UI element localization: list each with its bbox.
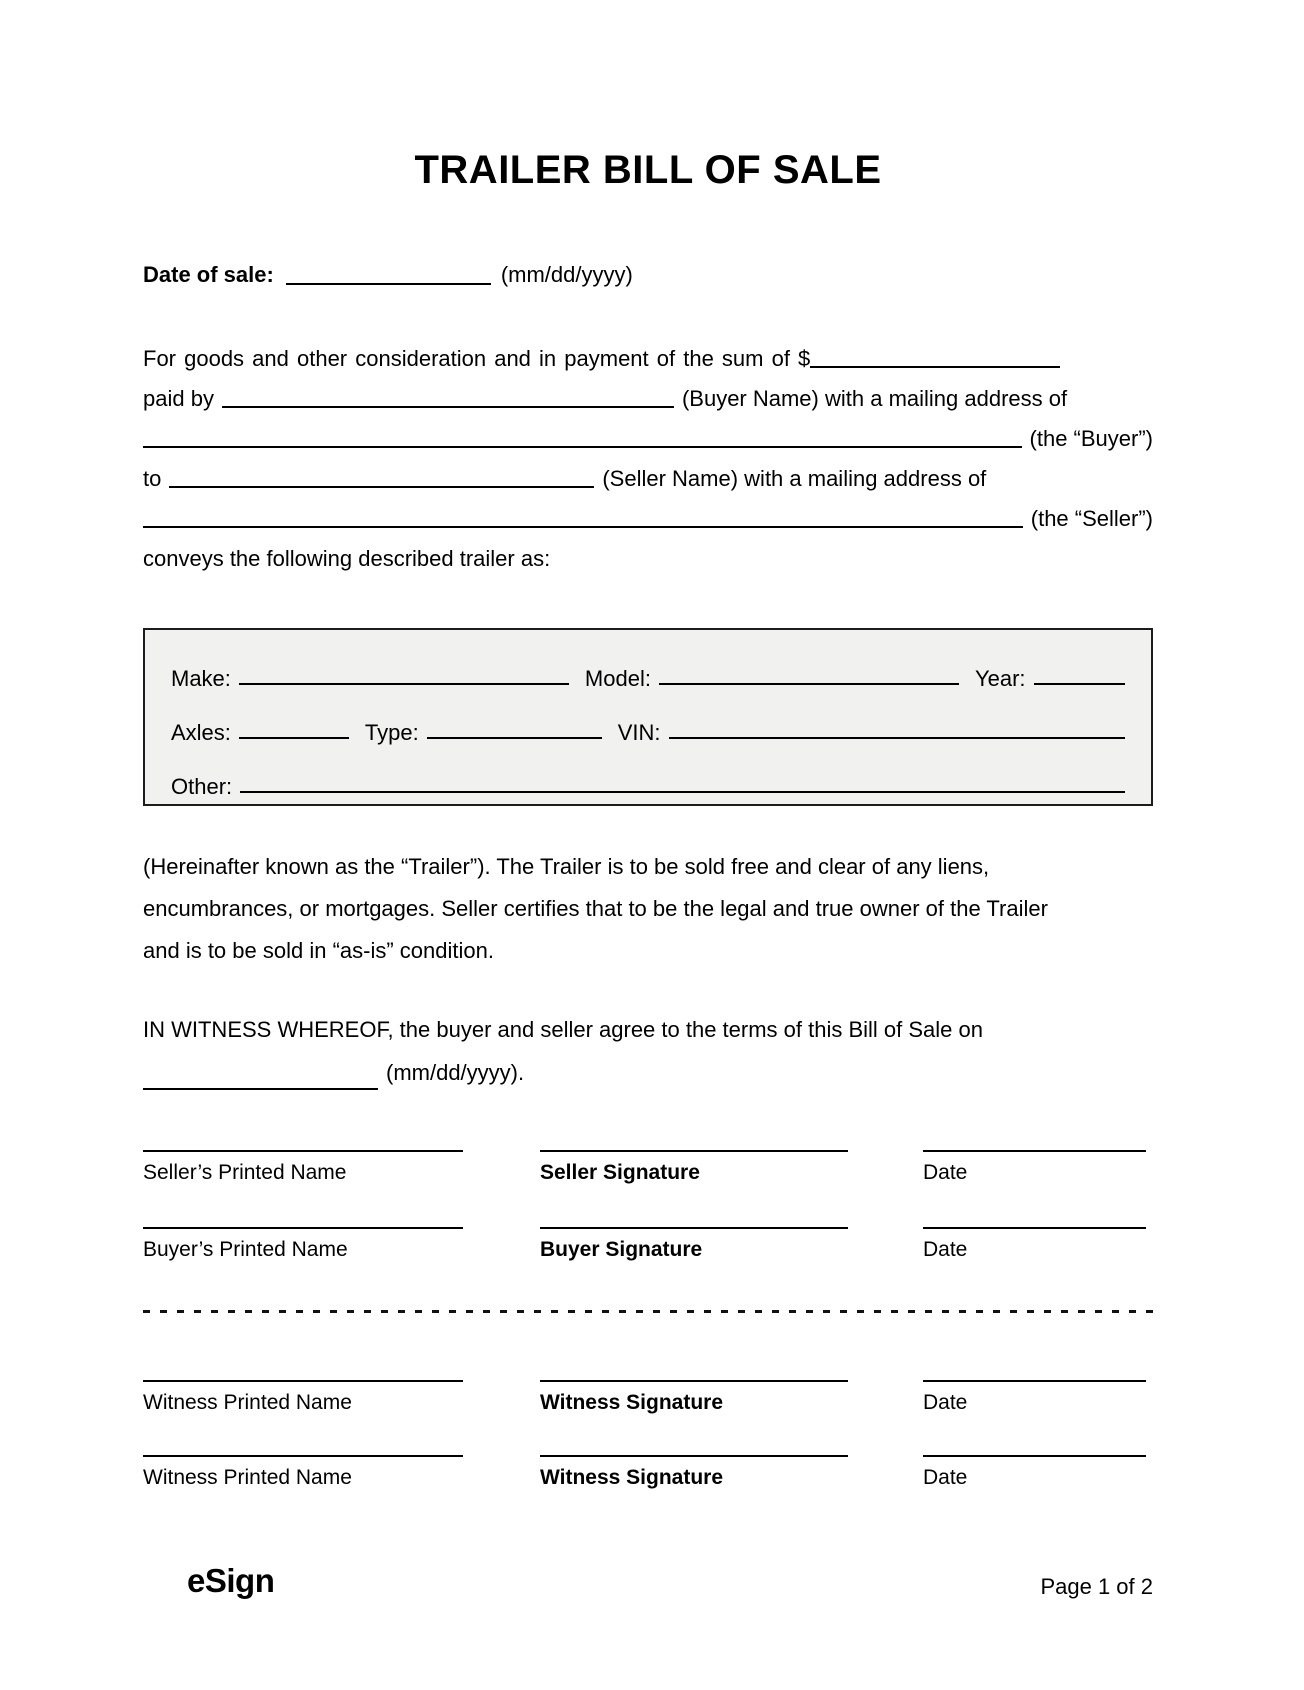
buyer-signature-label: Buyer Signature [540, 1238, 703, 1261]
paid-by-text: paid by [143, 386, 214, 411]
sum-amount-blank[interactable] [810, 344, 1060, 368]
certification-line: and is to be sold in “as-is” condition. [143, 938, 494, 963]
page-footer [143, 1562, 1153, 1600]
to-text: to [143, 466, 162, 491]
witness-2-signature-label: Witness Signature [540, 1466, 724, 1489]
seller-printed-name-label: Seller’s Printed Name [143, 1161, 347, 1184]
axles-label: Axles: [171, 720, 231, 745]
model-blank[interactable] [659, 661, 959, 685]
buyer-name-blank[interactable] [222, 384, 674, 408]
vin-blank[interactable] [669, 715, 1125, 739]
to-seller-line [143, 452, 1153, 492]
consideration-paragraph [143, 332, 1153, 572]
witness-2-date-line[interactable] [923, 1455, 1146, 1457]
execution-date-line [143, 1051, 1153, 1094]
witness-1-date-label: Date [923, 1391, 968, 1414]
witness-clause-text: IN WITNESS WHEREOF, the buyer and seller agree to the terms of this Bill of Sale on [143, 1017, 983, 1042]
seller-printed-name-line[interactable] [143, 1150, 463, 1152]
witness-1-date-line[interactable] [923, 1380, 1146, 1382]
model-label: Model: [584, 666, 651, 691]
other-blank[interactable] [240, 769, 1125, 793]
buyer-address-blank[interactable] [143, 424, 1022, 448]
date-of-sale-row [143, 256, 1153, 288]
witness-1-row [143, 1380, 1153, 1416]
buyer-date-line[interactable] [923, 1227, 1146, 1229]
buyer-date-field [923, 1227, 1146, 1263]
conveys-line [143, 532, 1153, 572]
witness-2-date-label: Date [923, 1466, 968, 1489]
execution-date-format-hint: (mm/dd/yyyy). [386, 1060, 525, 1085]
sum-prefix-text: For goods and other consideration and in payment of the sum of $ [143, 346, 811, 371]
sum-line [143, 332, 1153, 372]
witness-2-signature-line[interactable] [540, 1455, 848, 1457]
execution-date-blank[interactable] [143, 1066, 378, 1090]
year-blank[interactable] [1034, 661, 1125, 685]
certification-paragraph [143, 846, 1153, 972]
witness-1-date-field [923, 1380, 1146, 1416]
type-label: Type: [364, 720, 419, 745]
witness-2-printed-name-field [143, 1455, 463, 1491]
seller-signature-line[interactable] [540, 1150, 848, 1152]
trailer-details-box [143, 628, 1153, 806]
witness-2-row [143, 1455, 1153, 1491]
seller-signature-label: Seller Signature [540, 1161, 700, 1184]
witness-2-signature-field [540, 1455, 848, 1491]
buyer-signature-row [143, 1227, 1153, 1263]
conveys-text: conveys the following described trailer as: [143, 546, 551, 571]
witness-1-printed-name-field [143, 1380, 463, 1416]
buyer-printed-name-field [143, 1227, 463, 1263]
make-model-year-row [171, 638, 1125, 692]
date-of-sale-blank[interactable] [286, 261, 491, 285]
witness-1-signature-label: Witness Signature [540, 1391, 724, 1414]
buyer-signature-line[interactable] [540, 1227, 848, 1229]
witness-1-signature-line[interactable] [540, 1380, 848, 1382]
seller-name-suffix-text: (Seller Name) with a mailing address of [602, 466, 987, 491]
seller-date-field [923, 1150, 1146, 1186]
seller-address-blank[interactable] [143, 504, 1023, 528]
other-row [171, 746, 1125, 800]
witness-1-signature-field [540, 1380, 848, 1416]
axles-blank[interactable] [239, 715, 349, 739]
type-blank[interactable] [427, 715, 602, 739]
witness-2-printed-name-line[interactable] [143, 1455, 463, 1457]
buyer-suffix-text: (the “Buyer”) [1029, 426, 1153, 451]
seller-suffix-text: (the “Seller”) [1030, 506, 1153, 531]
buyer-name-suffix-text: (Buyer Name) with a mailing address of [681, 386, 1068, 411]
seller-name-blank[interactable] [169, 464, 594, 488]
dashed-divider [143, 1310, 1153, 1313]
witness-clause [143, 1008, 1153, 1094]
witness-1-printed-name-line[interactable] [143, 1380, 463, 1382]
witness-2-printed-name-label: Witness Printed Name [143, 1466, 352, 1489]
buyer-printed-name-line[interactable] [143, 1227, 463, 1229]
buyer-signature-field [540, 1227, 848, 1263]
date-format-hint: (mm/dd/yyyy) [500, 262, 633, 287]
make-blank[interactable] [239, 661, 569, 685]
make-label: Make: [171, 666, 231, 691]
esign-logo: eSign [187, 1562, 275, 1599]
vin-label: VIN: [617, 720, 661, 745]
axles-type-vin-row [171, 692, 1125, 746]
seller-signature-field [540, 1150, 848, 1186]
seller-address-line [143, 492, 1153, 532]
page-number: Page 1 of 2 [1040, 1574, 1153, 1599]
witness-1-printed-name-label: Witness Printed Name [143, 1391, 352, 1414]
certification-line: encumbrances, or mortgages. Seller certifies that to be the legal and true owner of the Trailer [143, 896, 1048, 921]
paid-by-line [143, 372, 1153, 412]
witness-2-date-field [923, 1455, 1146, 1491]
date-of-sale-label: Date of sale: [143, 262, 274, 287]
seller-signature-row [143, 1150, 1153, 1186]
seller-printed-name-field [143, 1150, 463, 1186]
buyer-printed-name-label: Buyer’s Printed Name [143, 1238, 348, 1261]
buyer-date-label: Date [923, 1238, 968, 1261]
page-title: TRAILER BILL OF SALE [414, 148, 882, 192]
other-label: Other: [171, 774, 233, 799]
buyer-address-line [143, 412, 1153, 452]
year-label: Year: [974, 666, 1026, 691]
seller-date-line[interactable] [923, 1150, 1146, 1152]
seller-date-label: Date [923, 1161, 968, 1184]
certification-line: (Hereinafter known as the “Trailer”). The Trailer is to be sold free and clear of any liens, [143, 854, 990, 879]
